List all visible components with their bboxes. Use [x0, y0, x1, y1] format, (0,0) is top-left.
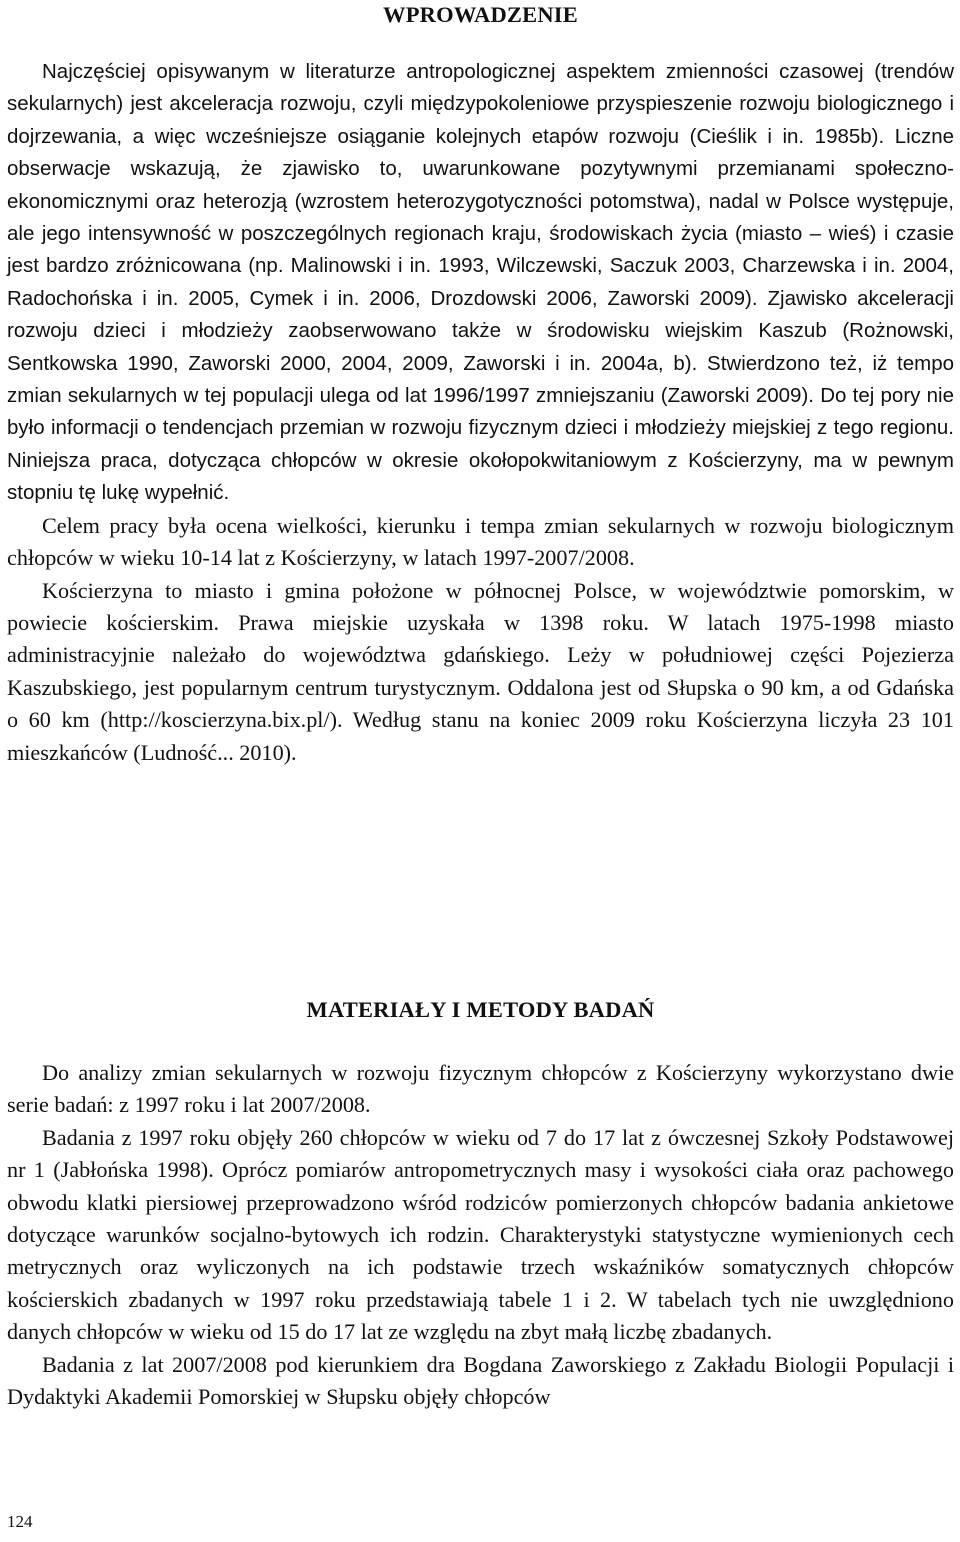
paragraph-intro-3: Kościerzyna to miasto i gmina położone w północnej Polsce, w województwie pomorskim, w powiecie kościerskim. Prawa miejskie uzyskała w 1398 roku. W latach 1975-1998 miasto administracyjnie należało do województwa gdańskiego. Leży w południowej części Pojezierza Kaszubskiego, jest popularnym centrum turystycznym. Oddalona jest od Słupska o 90 km, a od Gdańska o 60 km (http://koscierzyna.bix.pl/). Według stanu na koniec 2009 roku Kościerzyna liczyła 23 101 mieszkańców (Ludność... 2010).	[7, 577, 954, 765]
paragraph-methods-3: Badania z lat 2007/2008 pod kierunkiem dra Bogdana Zaworskiego z Zakładu Biologii Populacji i Dydaktyki Akademii Pomorskiej w Słupsku objęły chłopców	[7, 1351, 954, 1410]
section-body-intro	[7, 56, 954, 769]
paragraph-intro-2: Celem pracy była ocena wielkości, kierunku i tempa zmian sekularnych w rozwoju biologicznym chłopców w wieku 10-14 lat z Kościerzyny, w latach 1997-2007/2008.	[7, 512, 954, 571]
paragraph-methods-2: Badania z 1997 roku objęły 260 chłopców w wieku od 7 do 17 lat z ówczesnej Szkoły Podstawowej nr 1 (Jabłońska 1998). Oprócz pomiarów antropometrycznych masy i wysokości ciała oraz pachowego obwodu klatki piersiowej przeprowadzono wśród rodziców pomierzonych chłopców badania ankietowe dotyczące warunków socjalno-bytowych ich rodzin. Charakterystyki statystyczne wymienionych cech metrycznych oraz wyliczonych na ich podstawie trzech wskaźników somatycznych chłopców kościerskich zbadanych w 1997 roku przedstawiają tabele 1 i 2. W tabelach tych nie uwzględniono danych chłopców w wieku od 15 do 17 lat ze względu na zbyt małą liczbę zbadanych.	[7, 1124, 954, 1345]
section-body-methods	[7, 1057, 954, 1413]
section-heading-methods: MATERIAŁY I METODY BADAŃ	[306, 997, 655, 1022]
paragraph-intro-1: Najczęściej opisywanym w literaturze antropologicznej aspektem zmienności czasowej (trendów sekularnych) jest akceleracja rozwoju, czyli międzypokoleniowe przyspieszenie rozwoju biologicznego i dojrzewania, a więc wcześniejsze osiąganie kolejnych etapów rozwoju (Cieślik i in. 1985b). Liczne obserwacje wskazują, że zjawisko to, uwarunkowane pozytywnymi przemianami społeczno-ekonomicznymi oraz heterozją (wzrostem heterozygotyczności potomstwa), nadal w Polsce występuje, ale jego intensywność w poszczególnych regionach kraju, środowiskach życia (miasto – wieś) i czasie jest bardzo zróżnicowana (np. Malinowski i in. 1993, Wilczewski, Saczuk 2003, Charzewska i in. 2004, Radochońska i in. 2005, Cymek i in. 2006, Drozdowski 2006, Zaworski 2009). Zjawisko akceleracji rozwoju dzieci i młodzieży zaobserwowano także w środowisku wiejskim Kaszub (Rożnowski, Sentkowska 1990, Zaworski 2000, 2004, 2009, Zaworski i in. 2004a, b). Stwierdzono też, iż tempo zmian sekularnych w tej populacji ulega od lat 1996/1997 zmniejszaniu (Zaworski 2009). Do tej pory nie było informacji o tendencjach przemian w rozwoju fizycznym dzieci i młodzieży miejskiej z tego regionu. Niniejsza praca, dotycząca chłopców w okresie okołopokwitaniowym z Kościerzyny, ma w pewnym stopniu tę lukę wypełnić.	[7, 60, 954, 505]
paragraph-methods-1: Do analizy zmian sekularnych w rozwoju fizycznym chłopców z Kościerzyny wykorzystano dwie serie badań: z 1997 roku i lat 2007/2008.	[7, 1060, 954, 1118]
page-number: 124	[7, 1512, 33, 1531]
section-heading-intro: WPROWADZENIE	[383, 2, 578, 27]
